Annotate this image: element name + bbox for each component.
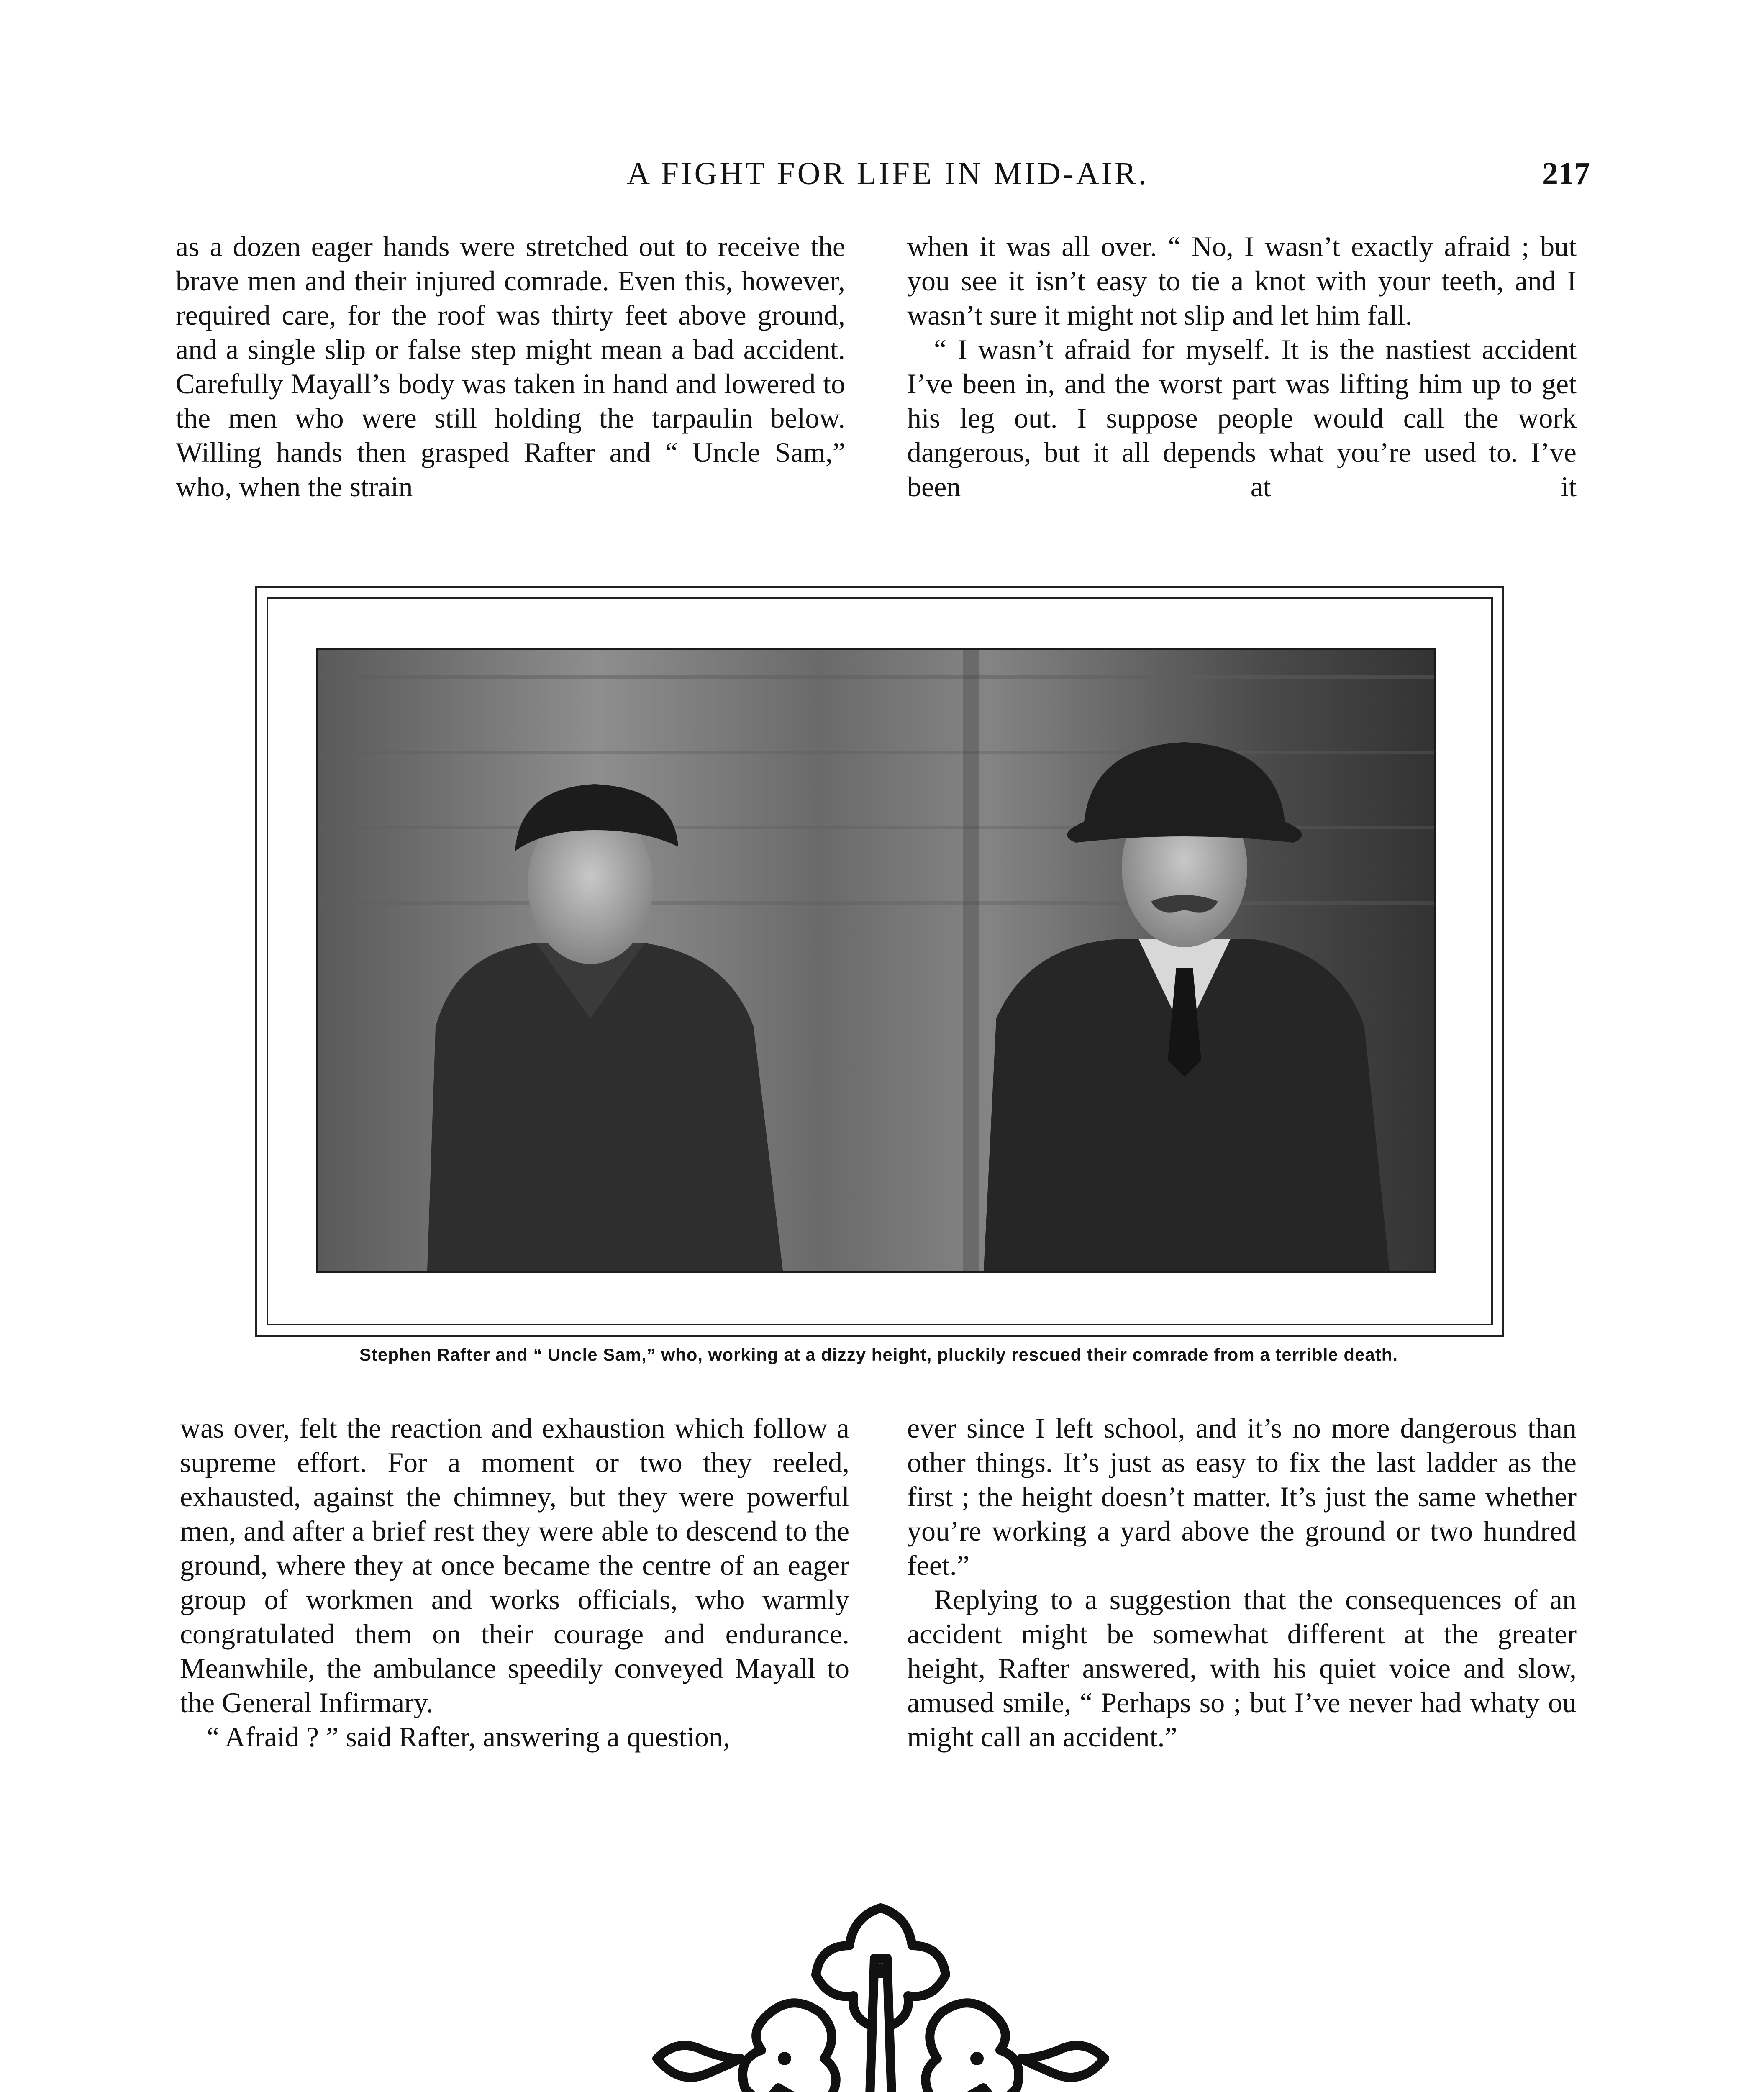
column-top-right <box>907 229 1577 504</box>
floral-cross-ornament-icon <box>640 1891 1121 2092</box>
paragraph: “ I wasn’t afraid for myself. It is the nastiest accident I’ve been in, and the worst part was lifting him up to get his leg out. I suppose people would call the work dangerous, but it all depends what you’re used to. I’ve been at it <box>907 333 1577 502</box>
photograph-illustration <box>318 650 1434 1271</box>
page-number: 217 <box>1542 156 1590 191</box>
photo-caption: Stephen Rafter and “ Uncle Sam,” who, working at a dizzy height, pluckily rescued their comrade from a terrible death. <box>359 1345 1398 1364</box>
paragraph: when it was all over. “ No, I wasn’t exactly afraid ; but you see it isn’t easy to tie a knot with your teeth, and I wasn’t sure it might not slip and let him fall. <box>907 231 1577 331</box>
photograph-two-men <box>316 648 1436 1273</box>
paragraph: ever since I left school, and it’s no more dangerous than other things. It’s just as easy to fix the last ladder as the first ; the height doesn’t matter. It’s just the same whether you’re working a yard above the ground or two hundred feet.” <box>907 1412 1577 1581</box>
paragraph: as a dozen eager hands were stretched out to receive the brave men and their injured comrade. Even this, however, required care, for the roof was thirty feet above ground, and a single slip or false step might mean a bad accident. Carefully Mayall’s body was taken in hand and lowered to the men who were still holding the tarpaulin below. Willing hands then grasped Rafter and “ Uncle Sam,” who, when the strain <box>176 231 845 502</box>
column-bottom-left <box>180 1411 849 1754</box>
paragraph: “ Afraid ? ” said Rafter, answering a question, <box>207 1721 731 1753</box>
paragraph: was over, felt the reaction and exhaustion which follow a supreme effort. For a moment or two they reeled, exhausted, against the chimney, but they were powerful men, and after a brief rest they were able to descend to the ground, where they at once became the centre of an eager group of workmen and works officials, who warmly congratulated them on their courage and endurance. Meanwhile, the ambulance speedily conveyed Mayall to the General Infirmary. <box>180 1412 849 1718</box>
column-top-left <box>176 229 845 504</box>
paragraph: Replying to a suggestion that the consequences of an accident might be somewhat different at the greater height, Rafter answered, with his quiet voice and slow, amused smile, “ Perhaps so ; but I’ve never had whaty ou might call an accident.” <box>907 1584 1577 1753</box>
column-bottom-right <box>907 1411 1577 1754</box>
running-header-title: A FIGHT FOR LIFE IN MID-AIR. <box>627 156 1149 191</box>
